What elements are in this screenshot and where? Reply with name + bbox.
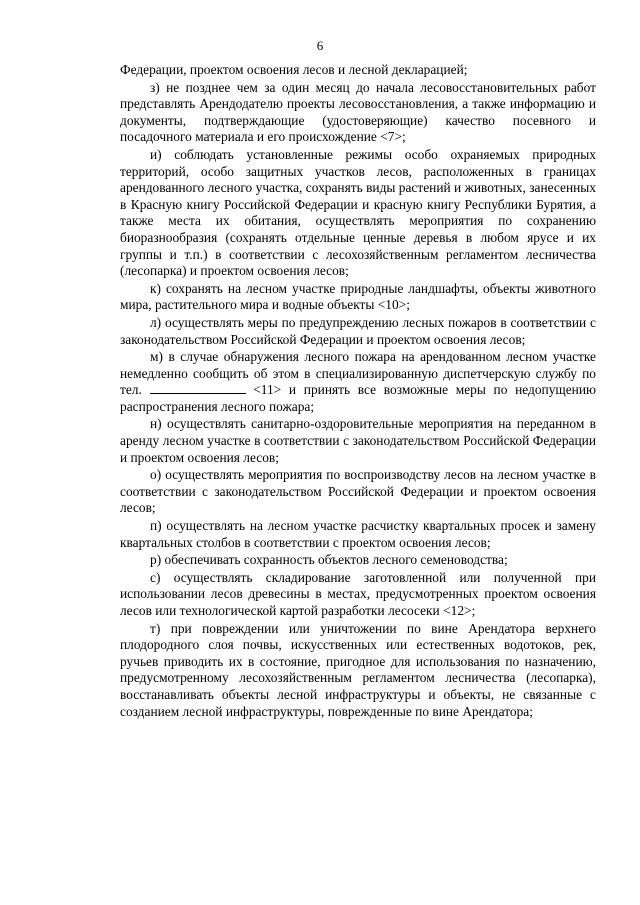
phone-blank-line: [150, 382, 246, 394]
paragraph-p: п) осуществлять на лесном участке расчистку квартальных просек и замену квартальных столбов в соответствии с проектом освоения лесов;: [120, 518, 596, 550]
paragraph-t: т) при повреждении или уничтожении по вине Арендатора верхнего плодородного слоя почвы, искусственных или естественных водотоков, рек, ручьев приводить их в состояние, пригодное для использования по назначению, предусмотренному лесохозяйственным регламентом лесничества (лесопарка), восстанавливать объекты лесной инфраструктуры и объекты, не связанные с созданием лесной инфраструктуры, поврежденные по вине Арендатора;: [120, 620, 596, 719]
paragraph-m-text-before: м) в случае обнаружения лесного пожара на арендованном лесном участке немедленно сообщить об этом в специализированную диспетчерскую службу по тел.: [120, 349, 596, 398]
paragraph-m-text-after: <11> и принять все возможные меры по недопущению распространения лесного пожара;: [120, 382, 596, 414]
paragraph-l: л) осуществлять меры по предупреждению лесных пожаров в соответствии с законодательством Российской Федерации и проектом освоения лесов;: [120, 314, 596, 347]
paragraph-m: [120, 349, 596, 415]
paragraph-r: р) обеспечивать сохранность объектов лесного семеноводства;: [150, 552, 508, 568]
paragraph-k: к) сохранять на лесном участке природные ландшафты, объекты животного мира, растительного мира и водные объекты <10>;: [120, 280, 596, 313]
paragraph-o: о) осуществлять мероприятия по воспроизводству лесов на лесном участке в соответствии с законодательством Российской Федерации и проектом освоения лесов;: [120, 467, 596, 516]
page-number: 6: [316, 38, 324, 53]
paragraph-s: с) осуществлять складирование заготовленной или полученной при использовании лесов древесины в местах, предусмотренных проектом освоения лесов или технологической картой разработки лесосеки <12>;: [120, 569, 596, 618]
paragraph-i: и) соблюдать установленные режимы особо охраняемых природных территорий, особо защитных участков лесов, расположенных в границах арендованного лесного участка, сохранять виды растений и животных, занесенных в Красную книгу Российской Федерации и красную книгу Республики Бурятия, а также места их обитания, осуществлять мероприятия по сохранению биоразнообразия (сохранять отдельные ценные деревья в любом ярусе и их группы и т.п.) в соответствии с лесохозяйственным регламентом лесничества (лесопарка) и проектом освоения лесов;: [120, 146, 596, 279]
paragraph-continuation: Федерации, проектом освоения лесов и лесной декларацией;: [120, 62, 468, 77]
paragraph-z: з) не позднее чем за один месяц до начала лесовосстановительных работ представлять Арендодателю проекты лесовосстановления, а также информацию и документы, подтверждающие (удостоверяющие) качество посевного и посадочного материала и его происхождение <7>;: [120, 79, 596, 145]
paragraph-n: н) осуществлять санитарно-оздоровительные мероприятия на переданном в аренду лесном участке в соответствии с законодательством Российской Федерации и проектом освоения лесов;: [120, 416, 596, 465]
document-body: [120, 62, 596, 721]
